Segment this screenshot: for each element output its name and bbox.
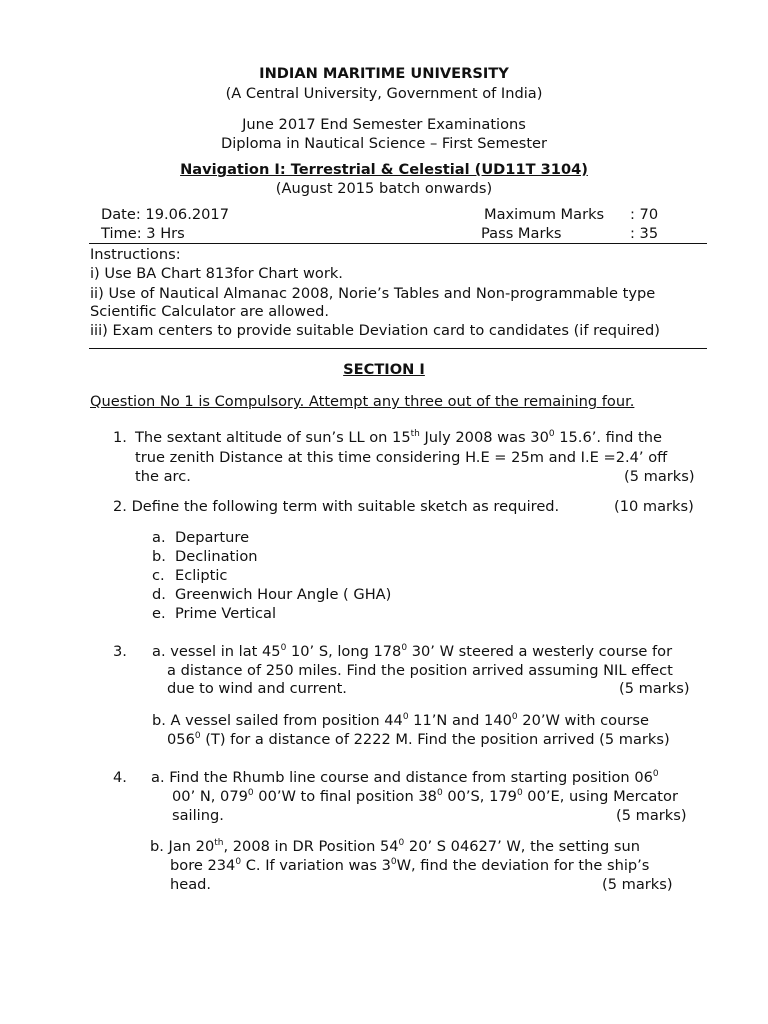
q1-line2: true zenith Distance at this time considering H.E = 25m and I.E =2.4’ off — [135, 449, 668, 466]
exam-date: Date: 19.06.2017 — [101, 206, 229, 223]
max-marks-label: Maximum Marks — [484, 206, 605, 223]
section-title: SECTION I — [343, 361, 425, 378]
program-title: Diploma in Nautical Science – First Semester — [220, 135, 548, 152]
university-subtitle: (A Central University, Government of India) — [225, 85, 543, 102]
q2-item-text: Ecliptic — [175, 567, 228, 584]
q1-number: 1. — [113, 429, 127, 446]
instructions-heading: Instructions: — [90, 246, 181, 263]
instruction-i: i) Use BA Chart 813for Chart work. — [90, 265, 343, 282]
instruction-iii: iii) Exam centers to provide suitable Deviation card to candidates (if required) — [90, 322, 660, 339]
q4b-line1: b. Jan 20th, 2008 in DR Position $54^0$ 20’ S 04627’ W, the setting sun — [150, 838, 640, 855]
q3a-line3: due to wind and current. — [167, 680, 347, 697]
q3a-line2: a distance of 250 miles. Find the position arrived assuming NIL effect — [167, 662, 673, 679]
q3b-line2: $056^0$ (T) for a distance of 2222 M. Find the position arrived (5 marks) — [167, 731, 670, 748]
q4a-line1: a. Find the Rhumb line course and distance from starting position $06^0$ — [151, 769, 659, 786]
q2-item-text: Greenwich Hour Angle ( GHA) — [175, 586, 392, 603]
instruction-ii-line2: Scientific Calculator are allowed. — [90, 303, 329, 320]
q2-item-label: b. — [152, 548, 166, 565]
divider-top — [89, 243, 707, 244]
q2-item-label: e. — [152, 605, 166, 622]
q4a-line2: 00’ N, $079^0$ 00’W to final position $38^0$ 00’S, $179^0$ 00’E, using Mercator — [172, 788, 678, 805]
q4-number: 4. — [113, 769, 127, 786]
pass-marks-value: : 35 — [630, 225, 659, 242]
q2-item-text: Declination — [175, 548, 258, 565]
q2-item-text: Prime Vertical — [175, 605, 277, 622]
q3a-marks: (5 marks) — [619, 680, 690, 697]
q2-item-label: d. — [152, 586, 166, 603]
q3b-line1: b. A vessel sailed from position $44^0$ 11’N and $140^0$ 20’W with course — [152, 712, 649, 729]
q2-item-label: a. — [152, 529, 166, 546]
q2-item-label: c. — [152, 567, 165, 584]
batch-note: (August 2015 batch onwards) — [275, 180, 493, 197]
divider-bottom — [89, 348, 707, 349]
section-note: Question No 1 is Compulsory. Attempt any three out of the remaining four. — [90, 393, 635, 410]
q4a-marks: (5 marks) — [616, 807, 687, 824]
q2-text: 2. Define the following term with suitable sketch as required. — [113, 498, 560, 515]
exam-time: Time: 3 Hrs — [101, 225, 185, 242]
course-title: Navigation I: Terrestrial & Celestial (UD11T 3104) — [180, 161, 588, 178]
exam-title: June 2017 End Semester Examinations — [242, 116, 526, 133]
instruction-ii-line1: ii) Use of Nautical Almanac 2008, Norie’s Tables and Non-programmable type — [90, 285, 656, 302]
q1-marks: (5 marks) — [624, 468, 695, 485]
q3a-line1: a. vessel in lat $45^0$ 10’ S, long $178^0$ 30’ W steered a westerly course for — [152, 643, 673, 660]
q4b-marks: (5 marks) — [602, 876, 673, 893]
q4b-line2: bore $234^0$ C. If variation was $3^0W$, find the deviation for the ship’s — [170, 857, 650, 874]
q1-line1: The sextant altitude of sun’s LL on 15th July 2008 was $30^0$ 15.6’. find the — [135, 429, 662, 446]
pass-marks-label: Pass Marks — [481, 225, 562, 242]
q4a-line3: sailing. — [172, 807, 224, 824]
q4b-line3: head. — [170, 876, 212, 893]
max-marks-value: : 70 — [630, 206, 659, 223]
q2-marks: (10 marks) — [614, 498, 694, 515]
q3-number: 3. — [113, 643, 127, 660]
university-name: INDIAN MARITIME UNIVERSITY — [259, 65, 509, 82]
q1-line3: the arc. — [135, 468, 191, 485]
q2-item-text: Departure — [175, 529, 250, 546]
